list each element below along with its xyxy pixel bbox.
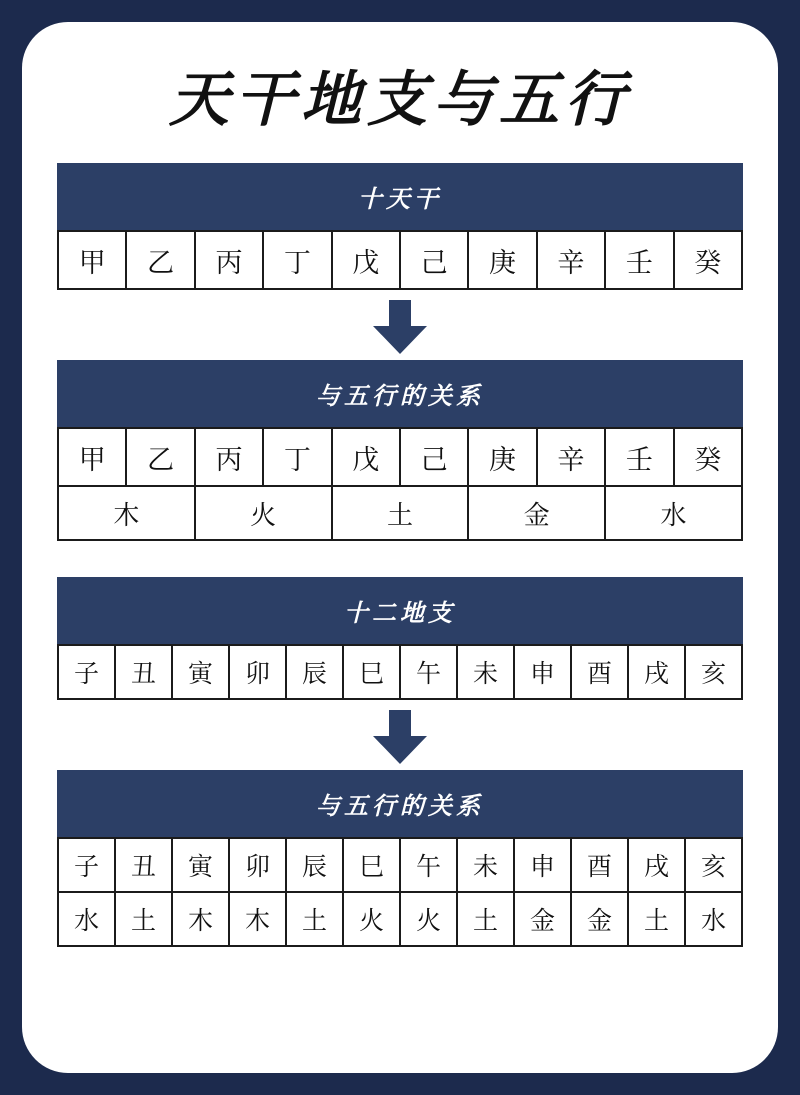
cell-stem: 戊 xyxy=(332,231,400,289)
cell-branch: 辰 xyxy=(286,838,343,892)
cell-branch: 酉 xyxy=(571,838,628,892)
poster-card xyxy=(22,22,778,1073)
cell-element: 土 xyxy=(332,486,469,540)
cell-branch: 戌 xyxy=(628,838,685,892)
cell-stem: 丙 xyxy=(195,428,263,486)
cell-branch: 寅 xyxy=(172,838,229,892)
table-row xyxy=(58,231,742,289)
cell-branch: 卯 xyxy=(229,645,286,699)
table-row xyxy=(58,645,742,699)
cell-stem: 丁 xyxy=(263,428,331,486)
cell-element: 火 xyxy=(343,892,400,946)
table-branches-wuxing xyxy=(57,837,743,947)
cell-element: 火 xyxy=(400,892,457,946)
arrow-container-1 xyxy=(57,296,743,358)
table-row xyxy=(58,486,742,540)
section-stems-wuxing xyxy=(57,360,743,541)
section-heavenly-stems xyxy=(57,163,743,290)
cell-element: 金 xyxy=(514,892,571,946)
cell-element: 水 xyxy=(685,892,742,946)
cell-branch: 午 xyxy=(400,645,457,699)
cell-element: 水 xyxy=(58,892,115,946)
cell-branch: 巳 xyxy=(343,838,400,892)
section-band-earthly-branches: 十二地支 xyxy=(57,577,743,644)
cell-element: 火 xyxy=(195,486,332,540)
cell-stem: 甲 xyxy=(58,231,126,289)
cell-branch: 申 xyxy=(514,838,571,892)
section-branches-wuxing xyxy=(57,770,743,947)
cell-stem: 庚 xyxy=(468,231,536,289)
cell-branch: 戌 xyxy=(628,645,685,699)
down-arrow-icon xyxy=(373,300,427,354)
table-row xyxy=(58,428,742,486)
cell-stem: 乙 xyxy=(126,428,194,486)
cell-element: 木 xyxy=(58,486,195,540)
cell-branch: 卯 xyxy=(229,838,286,892)
cell-branch: 丑 xyxy=(115,838,172,892)
cell-branch: 亥 xyxy=(685,838,742,892)
cell-element: 土 xyxy=(457,892,514,946)
cell-stem: 己 xyxy=(400,428,468,486)
cell-branch: 亥 xyxy=(685,645,742,699)
cell-stem: 戊 xyxy=(332,428,400,486)
table-row xyxy=(58,838,742,892)
cell-element: 土 xyxy=(628,892,685,946)
cell-branch: 申 xyxy=(514,645,571,699)
cell-element: 木 xyxy=(172,892,229,946)
cell-stem: 乙 xyxy=(126,231,194,289)
cell-element: 金 xyxy=(571,892,628,946)
cell-branch: 巳 xyxy=(343,645,400,699)
section-band-branches-wuxing: 与五行的关系 xyxy=(57,770,743,837)
cell-branch: 未 xyxy=(457,645,514,699)
cell-branch: 酉 xyxy=(571,645,628,699)
cell-stem: 己 xyxy=(400,231,468,289)
cell-branch: 子 xyxy=(58,838,115,892)
cell-stem: 庚 xyxy=(468,428,536,486)
down-arrow-icon xyxy=(373,710,427,764)
arrow-container-2 xyxy=(57,706,743,768)
section-earthly-branches xyxy=(57,577,743,700)
cell-branch: 子 xyxy=(58,645,115,699)
cell-element: 金 xyxy=(468,486,605,540)
section-band-stems-wuxing: 与五行的关系 xyxy=(57,360,743,427)
poster-inner xyxy=(22,22,778,1073)
cell-element: 土 xyxy=(115,892,172,946)
cell-element: 木 xyxy=(229,892,286,946)
cell-stem: 壬 xyxy=(605,428,673,486)
table-row xyxy=(58,892,742,946)
cell-branch: 寅 xyxy=(172,645,229,699)
cell-branch: 辰 xyxy=(286,645,343,699)
table-heavenly-stems xyxy=(57,230,743,290)
cell-element: 水 xyxy=(605,486,742,540)
cell-branch: 丑 xyxy=(115,645,172,699)
cell-stem: 癸 xyxy=(674,428,742,486)
cell-stem: 癸 xyxy=(674,231,742,289)
cell-stem: 辛 xyxy=(537,428,605,486)
section-band-heavenly-stems: 十天干 xyxy=(57,163,743,230)
table-stems-wuxing xyxy=(57,427,743,541)
cell-stem: 丁 xyxy=(263,231,331,289)
cell-stem: 壬 xyxy=(605,231,673,289)
cell-stem: 辛 xyxy=(537,231,605,289)
page-title: 天干地支与五行 xyxy=(169,65,631,135)
table-earthly-branches xyxy=(57,644,743,700)
cell-element: 土 xyxy=(286,892,343,946)
cell-stem: 丙 xyxy=(195,231,263,289)
cell-branch: 未 xyxy=(457,838,514,892)
cell-branch: 午 xyxy=(400,838,457,892)
cell-stem: 甲 xyxy=(58,428,126,486)
